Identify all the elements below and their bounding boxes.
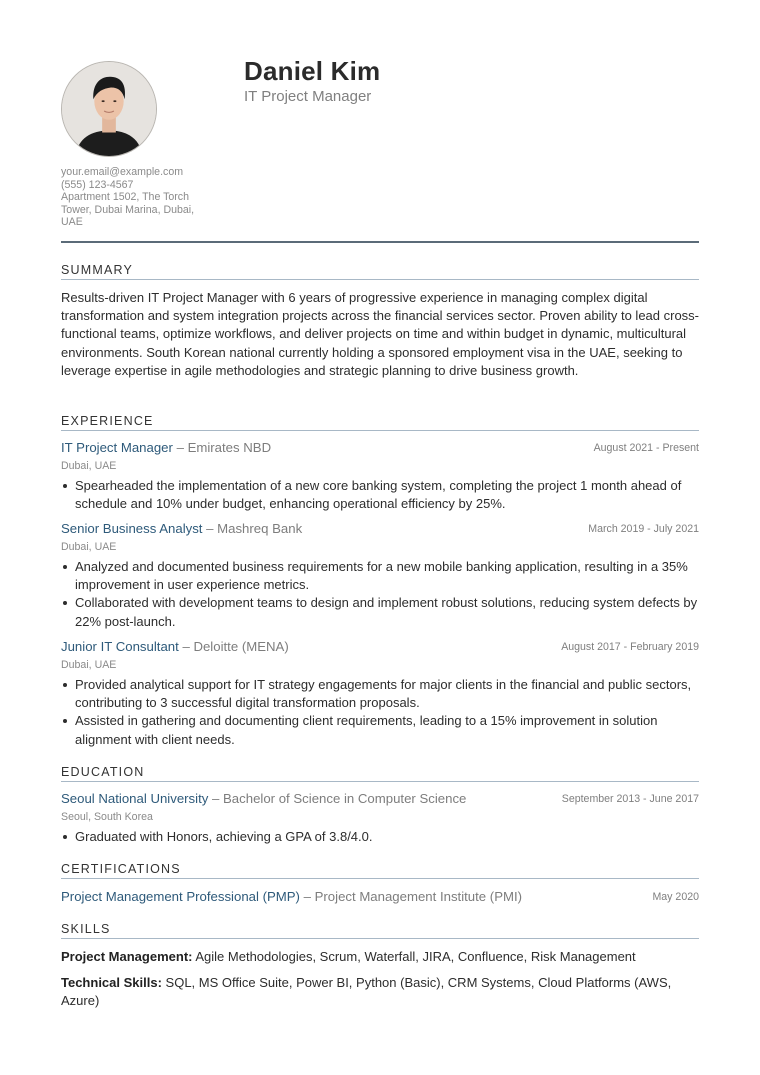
list-item: Collaborated with development teams to design and implement robust solutions, reducing system defects by 22% post-launch. bbox=[61, 594, 701, 630]
certification-issuer: – Project Management Institute (PMI) bbox=[299, 889, 523, 904]
skill-pm-label: Project Management: bbox=[61, 949, 193, 964]
skill-pm-value: Agile Methodologies, Scrum, Waterfall, JIRA, Confluence, Risk Management bbox=[192, 949, 636, 964]
certification-line bbox=[61, 889, 699, 904]
skills-divider bbox=[61, 938, 699, 939]
job-2-company: – Mashreq Bank bbox=[202, 521, 303, 536]
certification-name: Project Management Professional (PMP) bbox=[61, 889, 300, 904]
contact-address-line-2: Tower, Dubai Marina, Dubai, bbox=[61, 203, 195, 216]
contact-block bbox=[61, 166, 211, 229]
summary-text: Results-driven IT Project Manager with 6 years of progressive experience in managing complex digital transformation and system integration projects across the financial services sector. Proven ability to lead cross-functional teams, optimize workflows, and deliver projects on time and within budget in dynamic, multicultural environments. South Korean national currently holding a sponsored employment visa in the UAE, seeking to leverage expertise in agile methodologies and strategic planning to drive business growth. bbox=[61, 290, 700, 378]
certification-date: May 2020 bbox=[652, 891, 699, 903]
education-bullets bbox=[61, 828, 701, 846]
candidate-role: IT Project Manager bbox=[244, 88, 372, 105]
experience-heading: EXPERIENCE bbox=[61, 414, 154, 428]
job-2-dates: March 2019 - July 2021 bbox=[588, 523, 699, 535]
header-divider bbox=[61, 241, 699, 243]
skills-heading: SKILLS bbox=[61, 922, 111, 936]
contact-phone: (555) 123-4567 bbox=[61, 178, 134, 191]
job-1-location: Dubai, UAE bbox=[61, 460, 117, 472]
list-item: Graduated with Honors, achieving a GPA of 3.8/4.0. bbox=[61, 828, 701, 846]
education-degree: – Bachelor of Science in Computer Science bbox=[208, 791, 467, 806]
education-divider bbox=[61, 781, 699, 782]
skill-tech-value: SQL, MS Office Suite, Power BI, Python (Basic), CRM Systems, Cloud Platforms (AWS, Azure) bbox=[61, 975, 672, 1009]
job-3-bullets bbox=[61, 676, 701, 749]
job-3-dates: August 2017 - February 2019 bbox=[561, 641, 699, 653]
job-3-position: Junior IT Consultant bbox=[61, 639, 179, 654]
skill-tech-label: Technical Skills: bbox=[61, 975, 162, 990]
education-location: Seoul, South Korea bbox=[61, 811, 153, 823]
job-1-company: – Emirates NBD bbox=[172, 440, 272, 455]
job-1-position: IT Project Manager bbox=[61, 440, 173, 455]
job-3-location: Dubai, UAE bbox=[61, 659, 117, 671]
skill-project-management bbox=[61, 948, 701, 966]
list-item: Spearheaded the implementation of a new core banking system, completing the project 1 month ahead of schedule and 10% under budget, enhancing operational efficiency by 25%. bbox=[61, 477, 701, 513]
certifications-heading: CERTIFICATIONS bbox=[61, 862, 181, 876]
skill-technical bbox=[61, 974, 701, 1010]
education-school: Seoul National University bbox=[61, 791, 209, 806]
education-heading: EDUCATION bbox=[61, 765, 145, 779]
summary-heading: SUMMARY bbox=[61, 263, 134, 277]
profile-photo bbox=[61, 61, 157, 157]
list-item: Assisted in gathering and documenting client requirements, leading to a 15% improvement in solution alignment with client needs. bbox=[61, 712, 701, 748]
contact-address-line-1: Apartment 1502, The Torch bbox=[61, 191, 189, 204]
certifications-divider bbox=[61, 878, 699, 879]
list-item: Provided analytical support for IT strategy engagements for major clients in the financial and public sectors, contributing to 3 successful digital transformation proposals. bbox=[61, 676, 701, 712]
summary-divider bbox=[61, 279, 699, 280]
list-item: Analyzed and documented business requirements for a new mobile banking application, resulting in a 35% improvement in user experience metrics. bbox=[61, 558, 701, 594]
job-2-bullets bbox=[61, 558, 701, 631]
education-dates: September 2013 - June 2017 bbox=[561, 793, 699, 805]
contact-address-line-3: UAE bbox=[61, 216, 83, 229]
job-1-bullets bbox=[61, 477, 701, 513]
contact-email: your.email@example.com bbox=[61, 166, 184, 178]
job-3-company: – Deloitte (MENA) bbox=[178, 639, 289, 654]
experience-divider bbox=[61, 430, 699, 431]
candidate-name: Daniel Kim bbox=[244, 56, 381, 86]
job-1-dates: August 2021 - Present bbox=[593, 442, 699, 454]
job-2-location: Dubai, UAE bbox=[61, 541, 117, 553]
job-2-position: Senior Business Analyst bbox=[61, 521, 203, 536]
person-icon bbox=[62, 62, 156, 156]
